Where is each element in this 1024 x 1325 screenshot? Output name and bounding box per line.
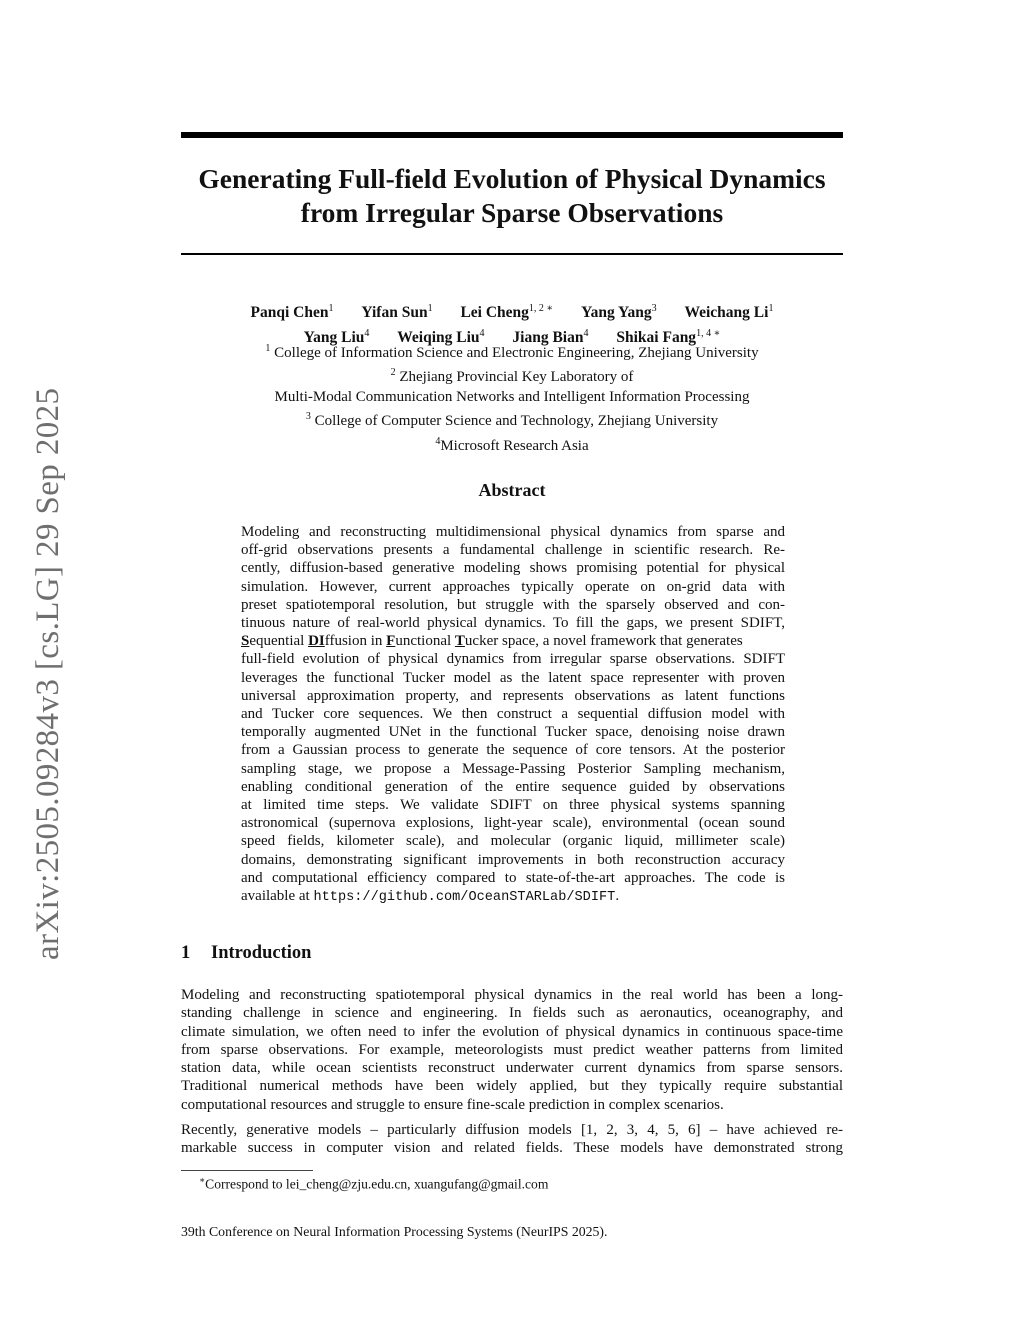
author: Yang Yang$^3$ [581, 303, 657, 322]
author: Weiqing Liu$^4$ [397, 328, 485, 347]
footnote [199, 1175, 548, 1193]
text-line: markable success in computer vision and related fields. These models have demonstrated strong [181, 1140, 843, 1157]
text-line: climate simulation, we often need to infer the evolution of physical dynamics in continuous space-time [181, 1023, 843, 1040]
abstract-line: enabling conditional generation of the entire sequence guided by observations [241, 778, 785, 795]
author: Lei Cheng$^{1, 2 ∗}$ [460, 303, 554, 322]
affiliation: $^3$ College of Computer Science and Technology, Zhejiang University [305, 411, 719, 430]
abstract-line: tinuous nature of real-world physical dynamics. To fill the gaps, we present SDIFT, [241, 615, 785, 632]
author: Panqi Chen$^1$ [250, 303, 334, 322]
abstract-line: simulation. However, current approaches typically operate on on-grid data with [241, 578, 785, 595]
text-line: computational resources and struggle to ensure fine-scale prediction in complex scenarios. [181, 1096, 724, 1113]
abstract-line: speed fields, kilometer scale), and molecular (organic liquid, millimeter scale) [241, 833, 785, 850]
affiliation: Multi-Modal Communication Networks and Intelligent Information Processing [274, 388, 750, 405]
title-line: Generating Full-field Evolution of Physical Dynamics [198, 163, 826, 194]
abstract-line: at limited time steps. We validate SDIFT on three physical systems spanning [241, 797, 785, 814]
abstract-line: and computational efficiency compared to state-of-the-art approaches. The code is [241, 869, 785, 886]
introduction-body [181, 986, 843, 1158]
text-line: standing challenge in science and engineering. In fields such as aeronautics, oceanography, and [181, 1005, 843, 1022]
affiliation-list [181, 339, 843, 456]
text-line: Modeling and reconstructing spatiotemporal physical dynamics in the real world has been a long- [181, 987, 843, 1003]
author: Weichang Li$^1$ [684, 303, 774, 322]
affiliation: $^2$ Zhejiang Provincial Key Laboratory of [390, 367, 634, 386]
text-line: Recently, generative models – particularly diffusion models [1, 2, 3, 4, 5, 6] – have achieved re- [181, 1122, 843, 1139]
title-line: from Irregular Sparse Observations [300, 197, 724, 228]
paper-title [181, 162, 843, 230]
section-heading [181, 943, 311, 964]
section-title: Introduction [211, 943, 312, 963]
abstract-line: cently, diffusion-based generative modeling shows promising potential for physical [241, 560, 785, 577]
abstract-acronym-line: Sequential DIffusion in Functional Tucker space, a novel framework that generates [241, 633, 743, 650]
title-bottom-rule [181, 253, 843, 255]
author: Jiang Bian$^4$ [512, 328, 589, 347]
author-row [181, 298, 843, 323]
abstract-line: from a Gaussian process to generate the sequence of core tensors. At the posterior [241, 742, 785, 759]
title-top-rule [181, 132, 843, 138]
abstract-line: full-field evolution of physical dynamics from irregular sparse observations. SDIFT [241, 651, 785, 668]
abstract-line: astronomical (supernova explosions, light-year scale), environmental (ocean sound [241, 815, 785, 832]
abstract-line: domains, demonstrating significant improvements in both reconstruction accuracy [241, 851, 785, 868]
footnote-text: Correspond to lei_cheng@zju.edu.cn, xuangufang@gmail.com [205, 1176, 549, 1192]
abstract-line: off-grid observations presents a fundamental challenge in scientific research. Re- [241, 542, 785, 559]
abstract-line: leverages the functional Tucker model as the latent space representer with proven [241, 669, 785, 686]
author: Yang Liu$^4$ [303, 328, 370, 347]
footnote-mark: ∗ [199, 1175, 206, 1185]
abstract-line: sampling stage, we propose a Message-Passing Posterior Sampling mechanism, [241, 760, 785, 777]
text-line: Traditional numerical methods have been widely applied, but they typically require substantial [181, 1078, 843, 1095]
abstract-line: universal approximation property, and represents observations as latent functions [241, 687, 785, 704]
abstract-last-line: available at https://github.com/OceanSTARLab/SDIFT. [241, 888, 620, 906]
footnote-rule [181, 1170, 313, 1171]
author: Shikai Fang$^{1, 4 ∗}$ [616, 328, 721, 347]
abstract-text [241, 523, 785, 907]
abstract-line: temporally augmented UNet in the functional Tucker space, denoising noise drawn [241, 724, 785, 741]
section-number: 1 [181, 943, 191, 963]
abstract-line: Modeling and reconstructing multidimensional physical dynamics from sparse and [241, 524, 785, 540]
text-line: station data, while ocean scientists reconstruct underwater current dynamics from sparse sensors. [181, 1060, 843, 1077]
abstract-line: and Tucker core sequences. We then construct a sequential diffusion model with [241, 706, 785, 723]
venue-note: 39th Conference on Neural Information Processing Systems (NeurIPS 2025). [181, 1224, 608, 1239]
code-link[interactable]: https://github.com/OceanSTARLab/SDIFT [313, 890, 616, 906]
abstract-line: preset spatiotemporal resolution, but struggle with the sparsely observed and con- [241, 596, 785, 613]
affiliation: $^4$Microsoft Research Asia [435, 435, 589, 454]
abstract-heading: Abstract [478, 480, 546, 500]
paragraph [181, 986, 843, 1114]
affiliation: $^1$ College of Information Science and Electronic Engineering, Zhejiang University [265, 343, 759, 361]
author: Yifan Sun$^1$ [361, 303, 433, 322]
paragraph [181, 1121, 843, 1158]
arxiv-identifier-stamp: arXiv:2505.09284v3 [cs.LG] 29 Sep 2025 [30, 387, 66, 960]
text-line: from sparse observations. For example, meteorologists must predict weather patterns from limited [181, 1041, 843, 1058]
